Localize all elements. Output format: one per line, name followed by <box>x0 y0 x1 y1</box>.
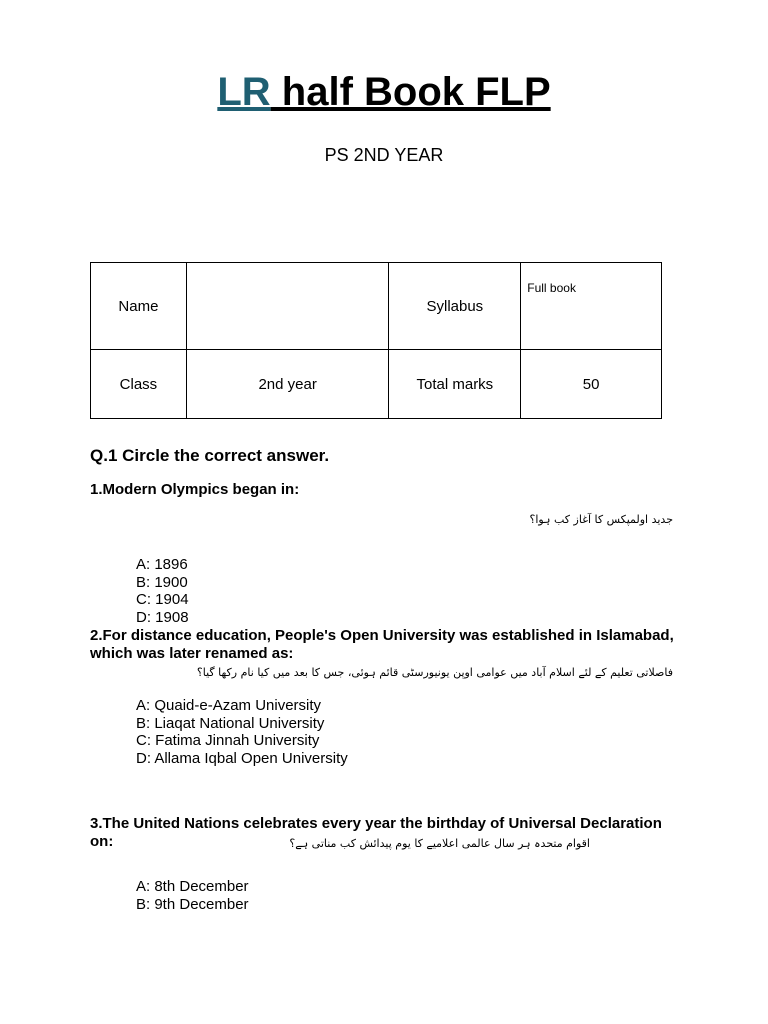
option-a[interactable]: A: 8th December <box>136 878 249 895</box>
document-title <box>0 68 768 116</box>
class-value: 2nd year <box>186 350 389 419</box>
option-b[interactable]: B: Liaqat National University <box>136 714 325 732</box>
document-subtitle: PS 2ND YEAR <box>324 145 444 165</box>
option-d[interactable]: D: Allama Iqbal Open University <box>136 750 348 768</box>
student-info-table <box>90 262 662 419</box>
question-2-text: 2.For distance education, People's Open University was established in Islamabad, which was later renamed as: <box>90 627 674 662</box>
table-row <box>91 263 662 350</box>
option-a[interactable]: A: Quaid-e-Azam University <box>136 697 322 714</box>
option-b[interactable]: B: 9th December <box>136 895 249 913</box>
section-heading: Q.1 Circle the correct answer. <box>90 446 330 465</box>
name-value <box>186 263 389 350</box>
syllabus-label: Syllabus <box>389 263 521 350</box>
question-2-options <box>136 697 348 768</box>
question-1-options <box>136 556 189 627</box>
option-b[interactable]: B: 1900 <box>136 573 188 591</box>
question-1-urdu: جدید اولمپکس کا آغاز کب ہوا؟ <box>529 513 673 526</box>
option-a[interactable]: A: 1896 <box>136 556 188 573</box>
question-3-options <box>136 878 249 913</box>
title-rest: half Book FLP <box>270 70 551 114</box>
table-row <box>91 350 662 419</box>
name-label: Name <box>91 263 187 350</box>
syllabus-value: Full book <box>521 263 662 350</box>
question-1-text: 1.Modern Olympics began in: <box>90 481 300 498</box>
question-3-text: 3.The United Nations celebrates every year the birthday of Universal Declaration on: <box>90 815 662 850</box>
marks-value: 50 <box>521 350 662 419</box>
option-c[interactable]: C: 1904 <box>136 591 189 609</box>
option-c[interactable]: C: Fatima Jinnah University <box>136 732 320 750</box>
marks-label: Total marks <box>389 350 521 419</box>
title-accent: LR <box>217 70 271 114</box>
option-d[interactable]: D: 1908 <box>136 609 189 627</box>
class-label: Class <box>91 350 187 419</box>
question-2-urdu: فاصلاتی تعلیم کے لئے اسلام آباد میں عوامی اوپن یونیورسٹی قائم ہوئی، جس کا بعد میں کیا نام رکھا گیا؟ <box>196 666 673 679</box>
question-3-urdu: اقوام متحدہ ہر سال عالمی اعلامیے کا یوم پیدائش کب مناتی ہے؟ <box>289 837 590 850</box>
